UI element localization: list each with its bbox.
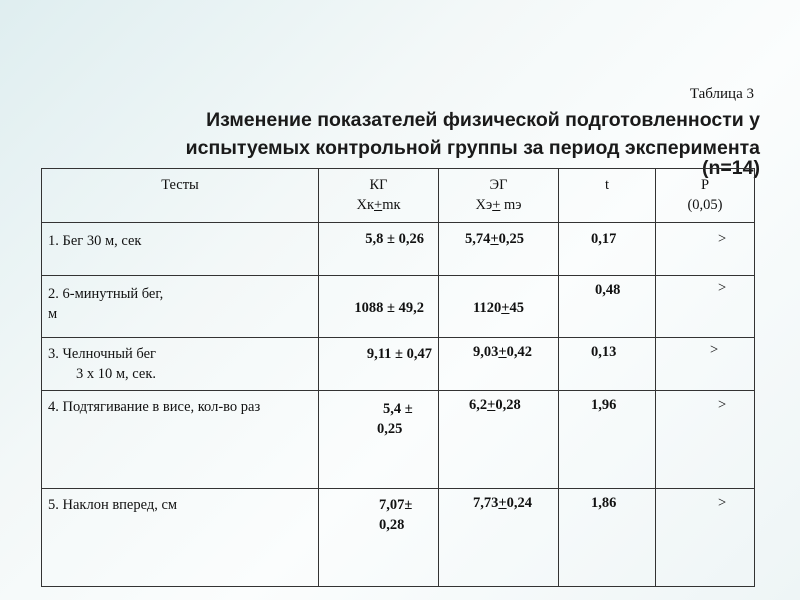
table-row: [42, 338, 755, 391]
header-kg: КГ Хк+mк: [319, 169, 439, 223]
table-header-row: [42, 169, 755, 223]
header-p: P (0,05): [656, 169, 755, 223]
kg-value: 7,07± 0,28: [319, 489, 439, 587]
test-name: 4. Подтягивание в висе, кол-во раз: [42, 391, 319, 489]
test-name: 3. Челночный бег 3 х 10 м, сек.: [42, 338, 319, 391]
title-line-1: Изменение показателей физической подготовленности у: [206, 109, 760, 131]
t-value: 0,13: [559, 338, 656, 391]
header-t: t: [559, 169, 656, 223]
kg-value: 1088 ± 49,2: [319, 276, 439, 338]
eg-value: 6,2+0,28: [439, 391, 559, 489]
kg-value: 5,4 ± 0,25: [319, 391, 439, 489]
table-row: [42, 489, 755, 587]
p-value: >: [656, 489, 755, 587]
table-row: [42, 223, 755, 276]
kg-value: 5,8 ± 0,26: [319, 223, 439, 276]
results-table: [41, 168, 755, 587]
eg-value: 5,74+0,25: [439, 223, 559, 276]
table-row: [42, 276, 755, 338]
eg-value: 1120+45: [439, 276, 559, 338]
t-value: 1,86: [559, 489, 656, 587]
eg-value: 9,03+0,42: [439, 338, 559, 391]
test-name: 1. Бег 30 м, сек: [42, 223, 319, 276]
test-name: 5. Наклон вперед, см: [42, 489, 319, 587]
t-value: 0,48: [559, 276, 656, 338]
header-eg: ЭГ Хэ+ mэ: [439, 169, 559, 223]
title-line-2: испытуемых контрольной группы за период эксперимента: [185, 137, 760, 159]
eg-value: 7,73+0,24: [439, 489, 559, 587]
table-caption: Таблица 3: [689, 86, 754, 102]
header-tests: Тесты: [42, 169, 319, 223]
test-name: 2. 6-минутный бег, м: [42, 276, 319, 338]
p-value: >: [656, 223, 755, 276]
sample-size: (n=14): [702, 157, 760, 179]
table-row: [42, 391, 755, 489]
t-value: 0,17: [559, 223, 656, 276]
t-value: 1,96: [559, 391, 656, 489]
kg-value: 9,11 ± 0,47: [319, 338, 439, 391]
p-value: >: [656, 338, 755, 391]
p-value: >: [656, 276, 755, 338]
p-value: >: [656, 391, 755, 489]
